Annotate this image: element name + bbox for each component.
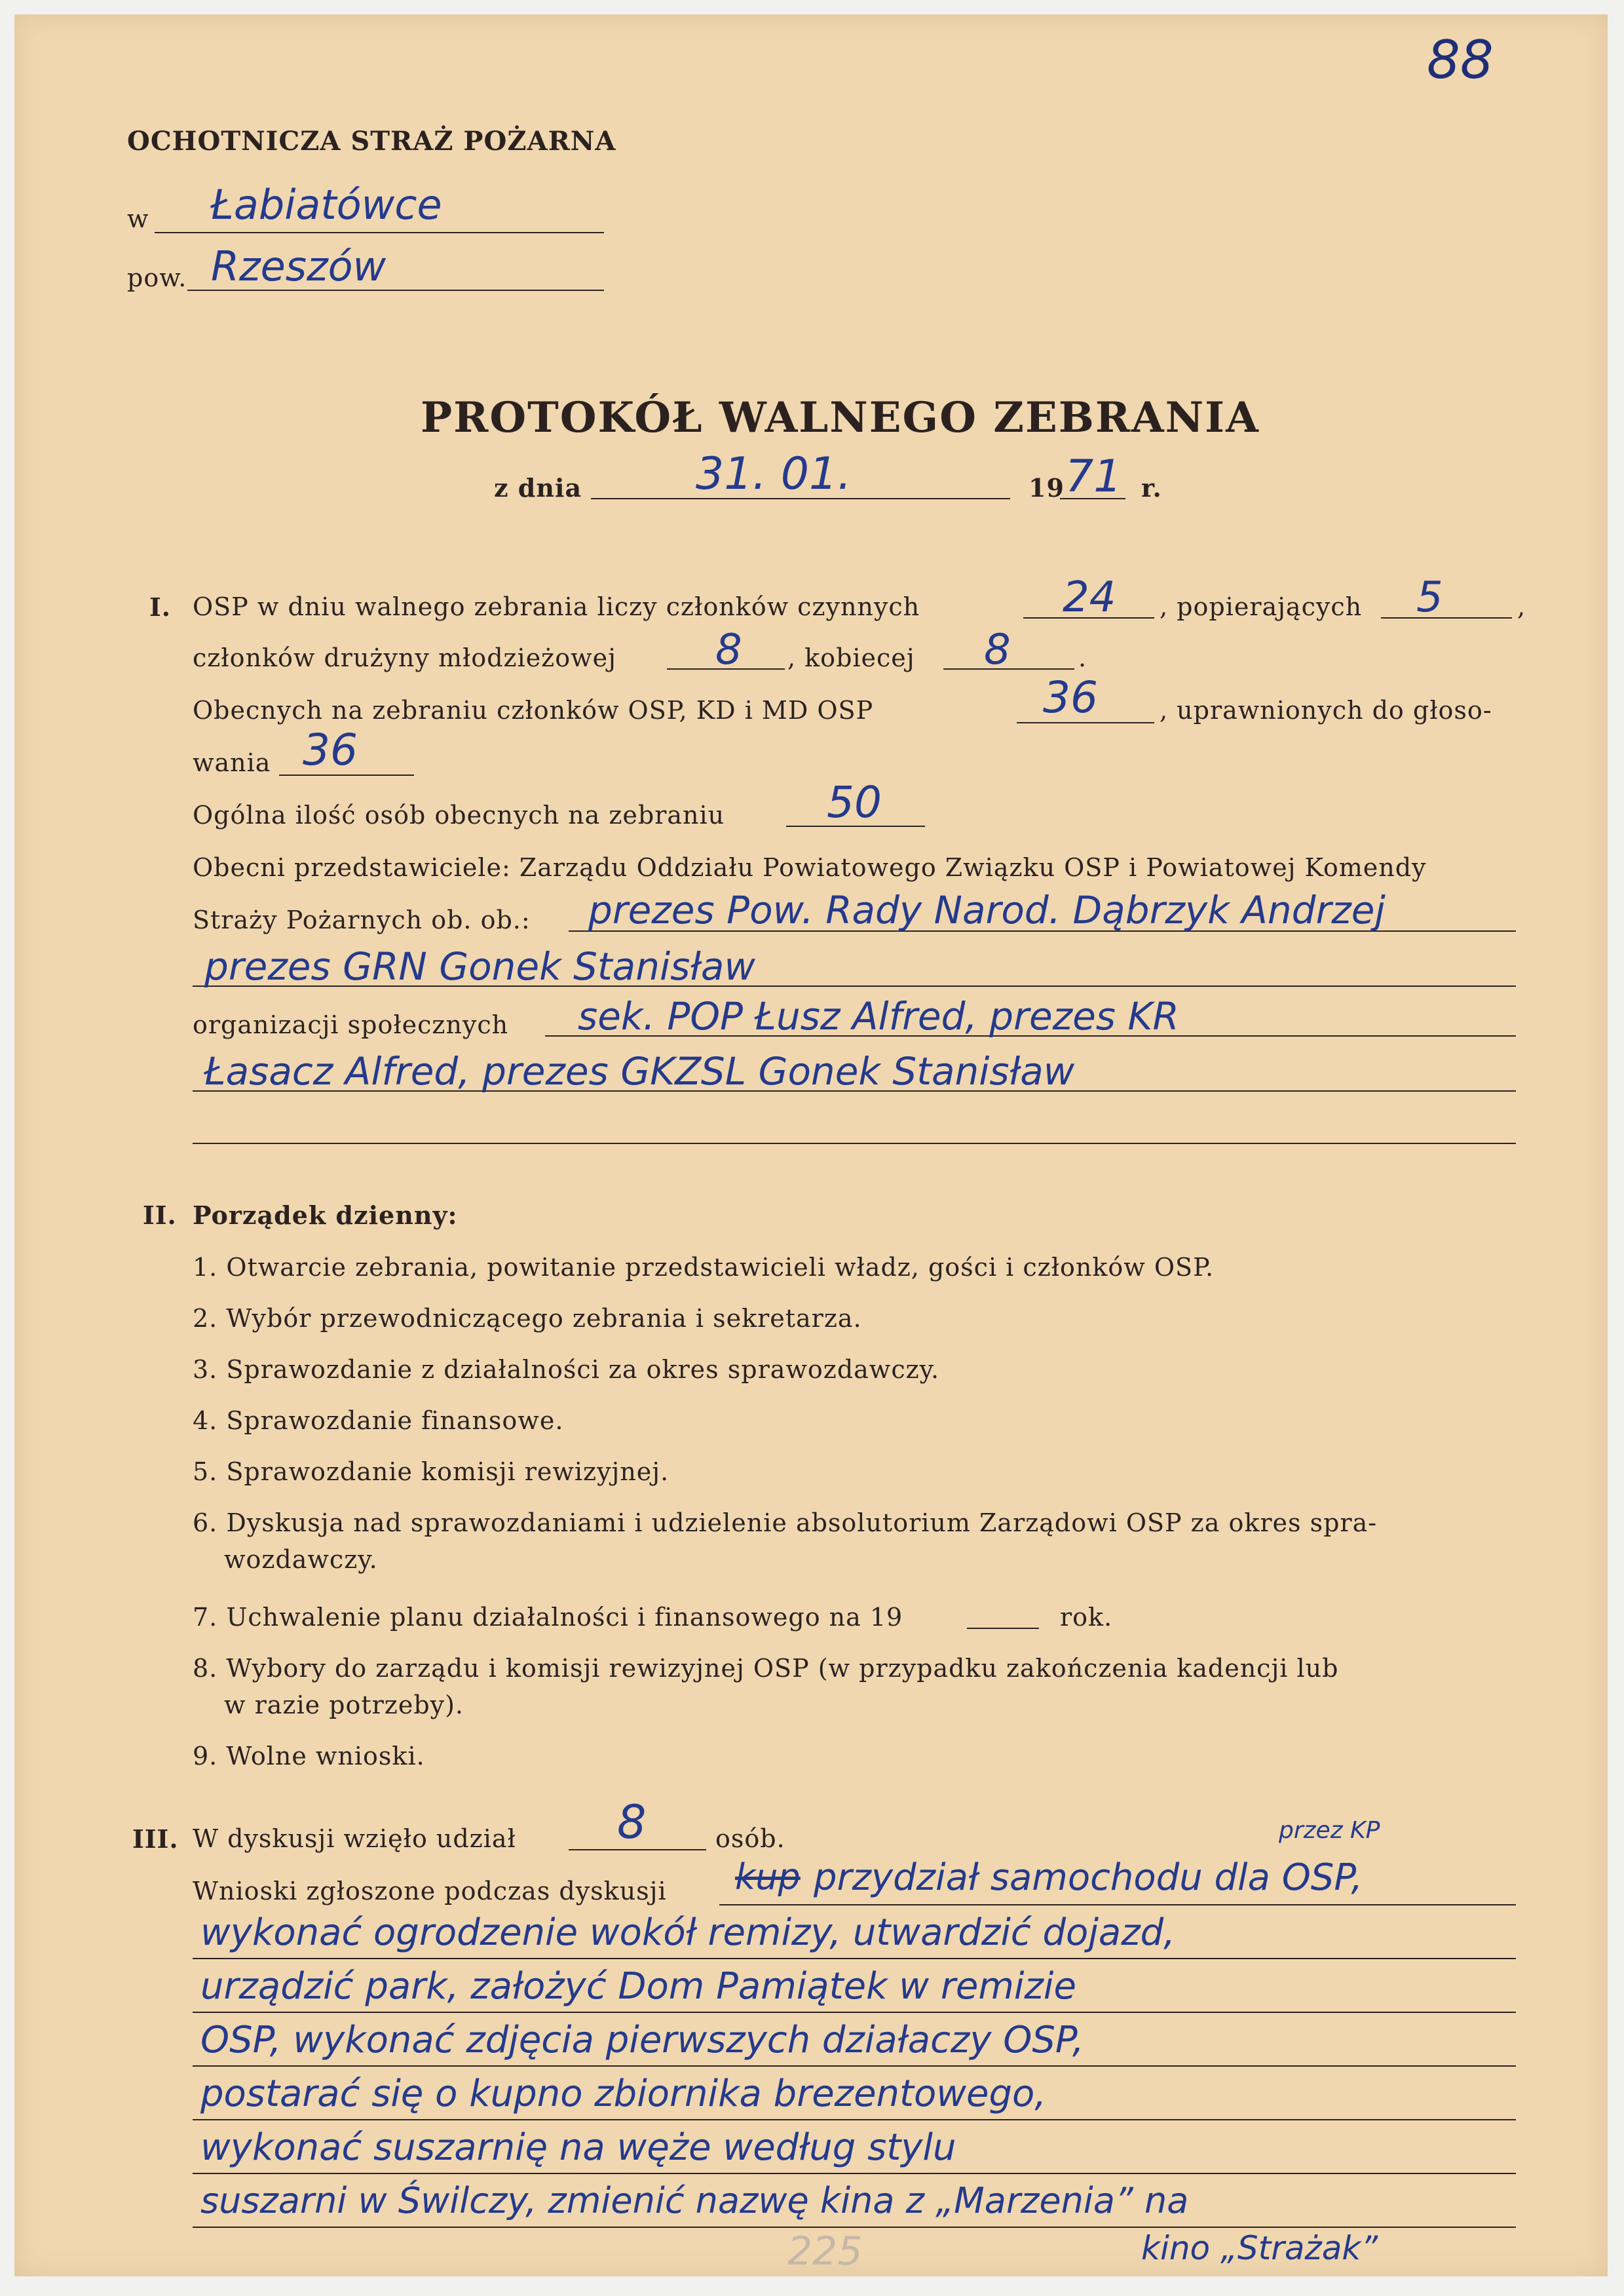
w-rule [155, 232, 604, 233]
page-number: 88 [1427, 29, 1494, 90]
agenda-item: 1. Otwarcie zebrania, powitanie przedstawicieli władz, gości i członków OSP. [193, 1253, 1215, 1282]
total-present: 50 [827, 777, 882, 828]
agenda-item-cont: wozdawczy. [224, 1545, 378, 1574]
motions-rule-0 [719, 1904, 1516, 1905]
organization-name: OCHOTNICZA STRAŻ POŻARNA [127, 126, 616, 157]
pow-value: Rzeszów [211, 242, 387, 290]
agenda-item: 8. Wybory do zarządu i komisji rewizyjnej OSP (w przypadku zakończenia kadencji lub [193, 1654, 1339, 1683]
motion-line: OSP, wykonać zdjęcia pierwszych działaczy OSP, [200, 2019, 1084, 2061]
motions-rule-6 [193, 2227, 1516, 2228]
s1-line1-a: OSP w dniu walnego zebrania liczy członków czynnych [193, 592, 920, 621]
motions-rule-3 [193, 2065, 1516, 2067]
youth-members: 8 [715, 626, 742, 674]
bottom-scribble: 225 [787, 2229, 863, 2274]
present-members: 36 [1043, 672, 1098, 723]
agenda-item: 6. Dyskusja nad sprawozdaniami i udzielenie absolutorium Zarządowi OSP za okres spra- [193, 1508, 1378, 1537]
page-title: PROTOKÓŁ WALNEGO ZEBRANIA [421, 393, 1260, 442]
s1-line8-a: organizacji społecznych [193, 1010, 509, 1039]
agenda-item: 7. Uchwalenie planu działalności i finansowego na 19 [193, 1603, 903, 1632]
document-page [14, 14, 1608, 2276]
social-line-2: Łasacz Alfred, prezes GKZSL Gonek Stanisław [204, 1049, 1075, 1094]
w-label: w [127, 204, 149, 233]
motion-line: wykonać suszarnię na węże według stylu [200, 2126, 956, 2169]
s1-line2-a: członków drużyny młodzieżowej [193, 643, 616, 672]
s1-line4-a: wania [193, 748, 271, 777]
agenda-item: 3. Sprawozdanie z działalności za okres sprawozdawczy. [193, 1355, 940, 1384]
social-line-1: sek. POP Łusz Alfred, prezes KR [578, 994, 1179, 1039]
agenda-heading: Porządek dzienny: [193, 1200, 458, 1230]
agenda-item: 5. Sprawozdanie komisji rewizyjnej. [193, 1457, 670, 1486]
officials-line-1: prezes Pow. Rady Narod. Dąbrzyk Andrzej [588, 888, 1386, 932]
voting-members: 36 [303, 725, 358, 775]
s1-line7-a: Straży Pożarnych ob. ob.: [193, 906, 531, 934]
agenda-item-rok: rok. [1060, 1603, 1113, 1632]
year-suffix: r. [1141, 473, 1162, 503]
s1-line1-b: , popierających [1160, 592, 1363, 621]
s3-line1-b: osób. [715, 1824, 785, 1853]
motions-rule-4 [193, 2119, 1516, 2120]
motion-line: przydział samochodu dla OSP, [814, 1856, 1363, 1899]
s3-line2-a: Wnioski zgłoszone podczas dyskusji [193, 1877, 667, 1905]
supporting-members: 5 [1416, 573, 1443, 622]
motions-rule-1 [193, 1958, 1516, 1959]
section3-number: III. [132, 1824, 179, 1854]
agenda-item: 4. Sprawozdanie finansowe. [193, 1406, 564, 1435]
s1-line5-a: Ogólna ilość osób obecnych na zebraniu [193, 801, 725, 830]
motions-rule-2 [193, 2012, 1516, 2013]
motion-line: suszarni w Świlczy, zmienić nazwę kina z „Marzenia” na [200, 2180, 1189, 2221]
section2-number: II. [143, 1200, 177, 1230]
motion-line: urządzić park, założyć Dom Pamiątek w remizie [200, 1965, 1076, 2008]
date-label: z dnia [494, 473, 582, 503]
agenda-item: 9. Wolne wnioski. [193, 1742, 425, 1770]
agenda-item-cont: w razie potrzeby). [224, 1691, 464, 1719]
struck-word: kup [735, 1856, 801, 1898]
s1-line6: Obecni przedstawiciele: Zarządu Oddziału Powiatowego Związku OSP i Powiatowej Komendy [193, 853, 1427, 882]
pow-label: pow. [127, 263, 187, 292]
plan-year-rule [967, 1628, 1039, 1629]
agenda-item: 2. Wybór przewodniczącego zebrania i sekretarza. [193, 1304, 862, 1333]
motions-rule-5 [193, 2173, 1516, 2174]
officials-line-2: prezes GRN Gonek Stanisław [204, 944, 755, 989]
section1-number: I. [149, 592, 172, 622]
date-value: 31. 01. [696, 448, 852, 500]
s1-line2-c: . [1078, 643, 1087, 672]
motion-line: wykonać ogrodzenie wokół remizy, utwardzić dojazd, [200, 1911, 1175, 1954]
supporting-rule [1381, 617, 1512, 619]
active-members: 24 [1063, 573, 1116, 622]
motion-line: kino „Strażak” [1141, 2229, 1378, 2267]
w-value: Łabiatówce [211, 181, 442, 229]
social-rule-3 [193, 1143, 1516, 1144]
s1-line2-b: , kobiecej [787, 643, 915, 672]
year-value: 71 [1065, 451, 1122, 503]
s1-line3-b: , uprawnionych do głoso- [1160, 696, 1492, 725]
s1-line1-c: , [1517, 592, 1526, 621]
participants-rule [569, 1849, 706, 1850]
motion-line: postarać się o kupno zbiornika brezentowego, [200, 2073, 1047, 2115]
s3-line1-a: W dyskusji wzięło udział [193, 1824, 516, 1853]
above-note: przez KP [1279, 1817, 1380, 1844]
year-prefix: 19 [1029, 473, 1065, 503]
women-members: 8 [984, 626, 1011, 674]
s1-line3-a: Obecnych na zebraniu członków OSP, KD i MD OSP [193, 696, 874, 725]
participants: 8 [617, 1795, 647, 1849]
